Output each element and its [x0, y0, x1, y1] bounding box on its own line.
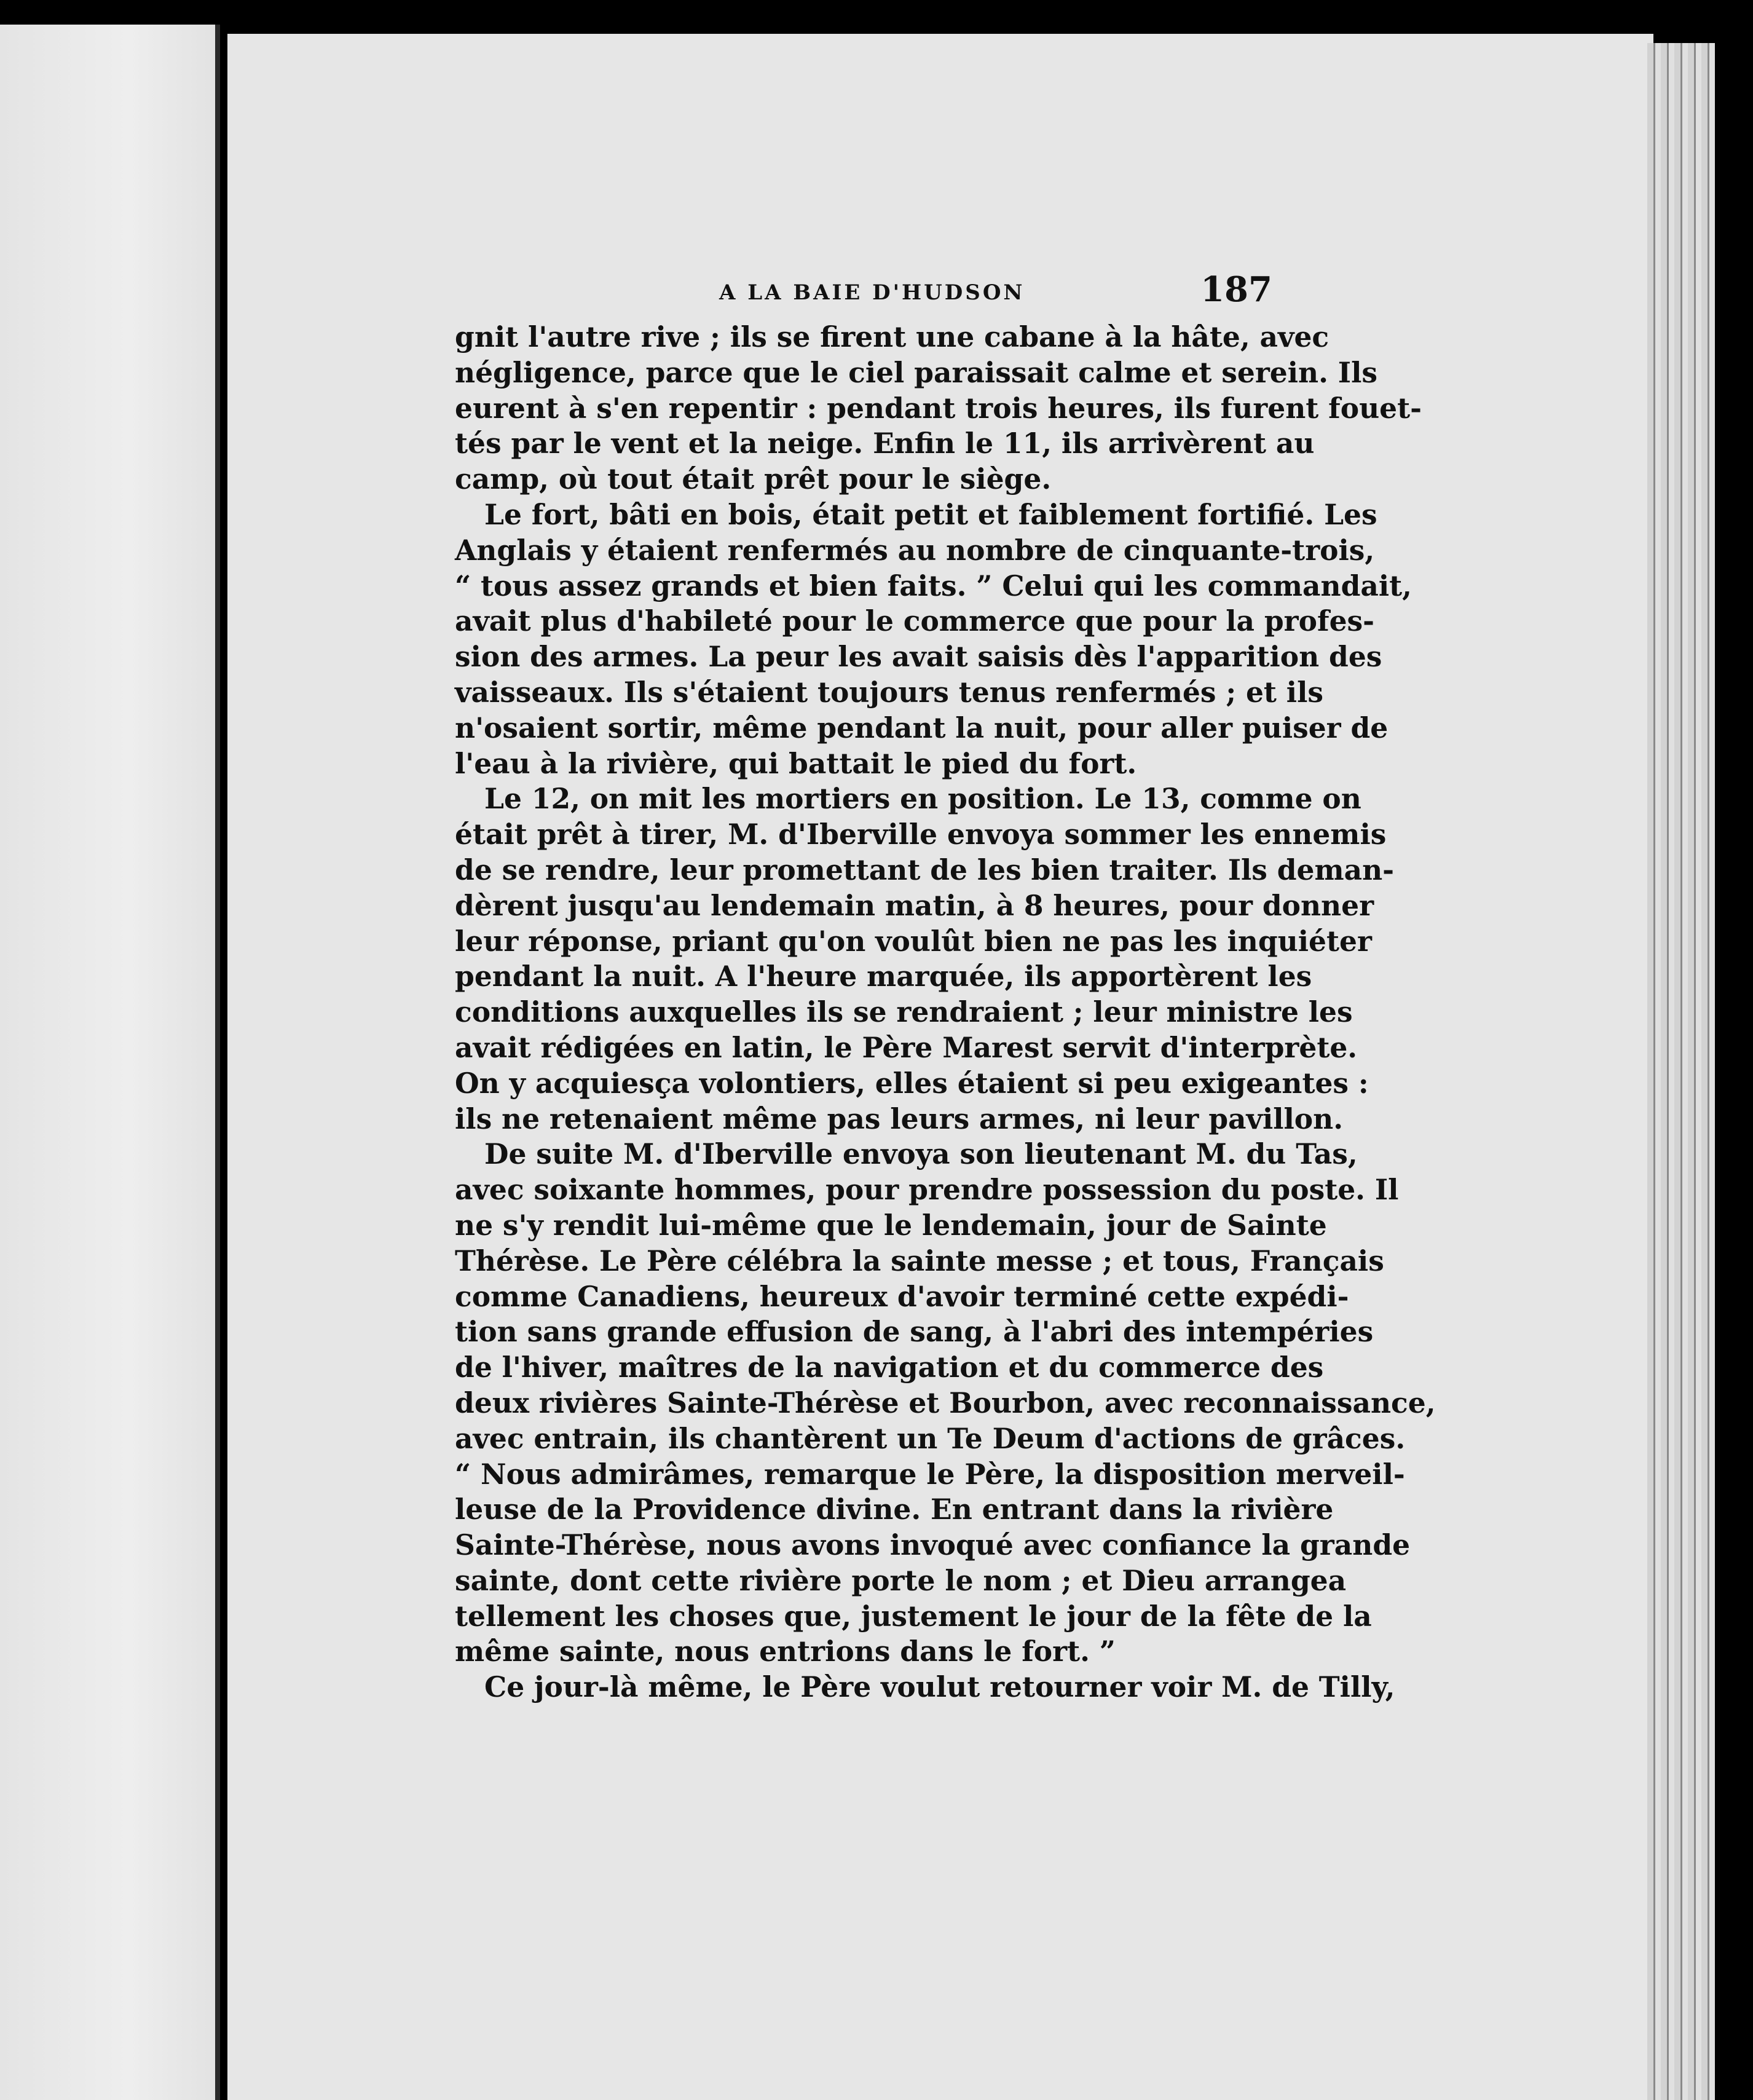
- text-line: Ce jour-là même, le Père voulut retourner voir M. de Tilly,: [484, 1670, 1395, 1704]
- text-line: camp, où tout était prêt pour le siège.: [455, 462, 1052, 496]
- text-line: deux rivières Sainte-Thérèse et Bourbon, avec reconnaissance,: [455, 1386, 1436, 1419]
- text-line: avec soixante hommes, pour prendre possession du poste. Il: [455, 1173, 1399, 1207]
- text-line: même sainte, nous entrions dans le fort. ”: [455, 1635, 1116, 1668]
- text-line: Anglais y étaient renfermés au nombre de cinquante-trois,: [455, 533, 1375, 567]
- text-line: comme Canadiens, heureux d'avoir terminé cette expédi-: [455, 1279, 1349, 1313]
- text-line: sainte, dont cette rivière porte le nom ; et Dieu arrangea: [455, 1563, 1347, 1597]
- text-line: eurent à s'en repentir : pendant trois heures, ils furent fouet-: [455, 391, 1422, 425]
- text-line: Le 12, on mit les mortiers en position. Le 13, comme on: [484, 782, 1361, 816]
- text-line: Sainte-Thérèse, nous avons invoqué avec confiance la grande: [455, 1528, 1411, 1562]
- text-line: On y acquiesça volontiers, elles étaient si peu exigeantes :: [455, 1066, 1369, 1100]
- page-header: [455, 269, 1272, 318]
- text-line: vaisseaux. Ils s'étaient toujours tenus renfermés ; et ils: [455, 675, 1323, 709]
- page-border: [215, 25, 220, 2100]
- text-line: “ tous assez grands et bien faits. ” Celui qui les commandait,: [455, 569, 1412, 602]
- text-line: Thérèse. Le Père célébra la sainte messe ; et tous, Français: [455, 1244, 1384, 1277]
- text-line: leur réponse, priant qu'on voulût bien ne pas les inquiéter: [455, 924, 1372, 958]
- text-line: négligence, parce que le ciel paraissait calme et serein. Ils: [455, 355, 1377, 389]
- page-stack-edge: [1647, 43, 1715, 2100]
- text-line: ne s'y rendit lui-même que le lendemain, jour de Sainte: [455, 1208, 1327, 1242]
- text-line: avait rédigées en latin, le Père Marest servit d'interprète.: [455, 1030, 1358, 1064]
- facing-page-edge: [0, 25, 215, 2100]
- text-line: sion des armes. La peur les avait saisis dès l'apparition des: [455, 640, 1382, 674]
- page-number: 187: [1200, 269, 1272, 310]
- text-line: de l'hiver, maîtres de la navigation et du commerce des: [455, 1351, 1324, 1384]
- running-head: A LA BAIE D'HUDSON: [719, 280, 1025, 305]
- text-line: leuse de la Providence divine. En entrant dans la rivière: [455, 1493, 1334, 1526]
- text-line: dèrent jusqu'au lendemain matin, à 8 heures, pour donner: [455, 888, 1374, 922]
- book-gutter: [220, 37, 227, 2100]
- text-line: avait plus d'habileté pour le commerce que pour la profes-: [455, 604, 1375, 638]
- text-line: tellement les choses que, justement le jour de la fête de la: [455, 1599, 1372, 1633]
- text-line: était prêt à tirer, M. d'Iberville envoya sommer les ennemis: [455, 818, 1387, 851]
- text-line: “ Nous admirâmes, remarque le Père, la disposition merveil-: [455, 1457, 1405, 1491]
- text-line: de se rendre, leur promettant de les bien traiter. Ils deman-: [455, 853, 1395, 886]
- text-line: De suite M. d'Iberville envoya son lieutenant M. du Tas,: [484, 1137, 1358, 1171]
- text-line: pendant la nuit. A l'heure marquée, ils apportèrent les: [455, 960, 1312, 993]
- text-line: Le fort, bâti en bois, était petit et faiblement fortifié. Les: [484, 497, 1377, 531]
- text-line: avec entrain, ils chantèrent un Te Deum d'actions de grâces.: [455, 1421, 1406, 1455]
- text-line: ils ne retenaient même pas leurs armes, ni leur pavillon.: [455, 1102, 1344, 1135]
- text-line: n'osaient sortir, même pendant la nuit, pour aller puiser de: [455, 711, 1389, 744]
- text-line: tion sans grande effusion de sang, à l'abri des intempéries: [455, 1315, 1374, 1349]
- body-text: [455, 320, 1436, 1705]
- text-line: gnit l'autre rive ; ils se firent une cabane à la hâte, avec: [455, 320, 1330, 353]
- text-line: conditions auxquelles ils se rendraient ; leur ministre les: [455, 995, 1353, 1029]
- text-line: l'eau à la rivière, qui battait le pied du fort.: [455, 746, 1137, 780]
- text-line: tés par le vent et la neige. Enfin le 11, ils arrivèrent au: [455, 427, 1315, 460]
